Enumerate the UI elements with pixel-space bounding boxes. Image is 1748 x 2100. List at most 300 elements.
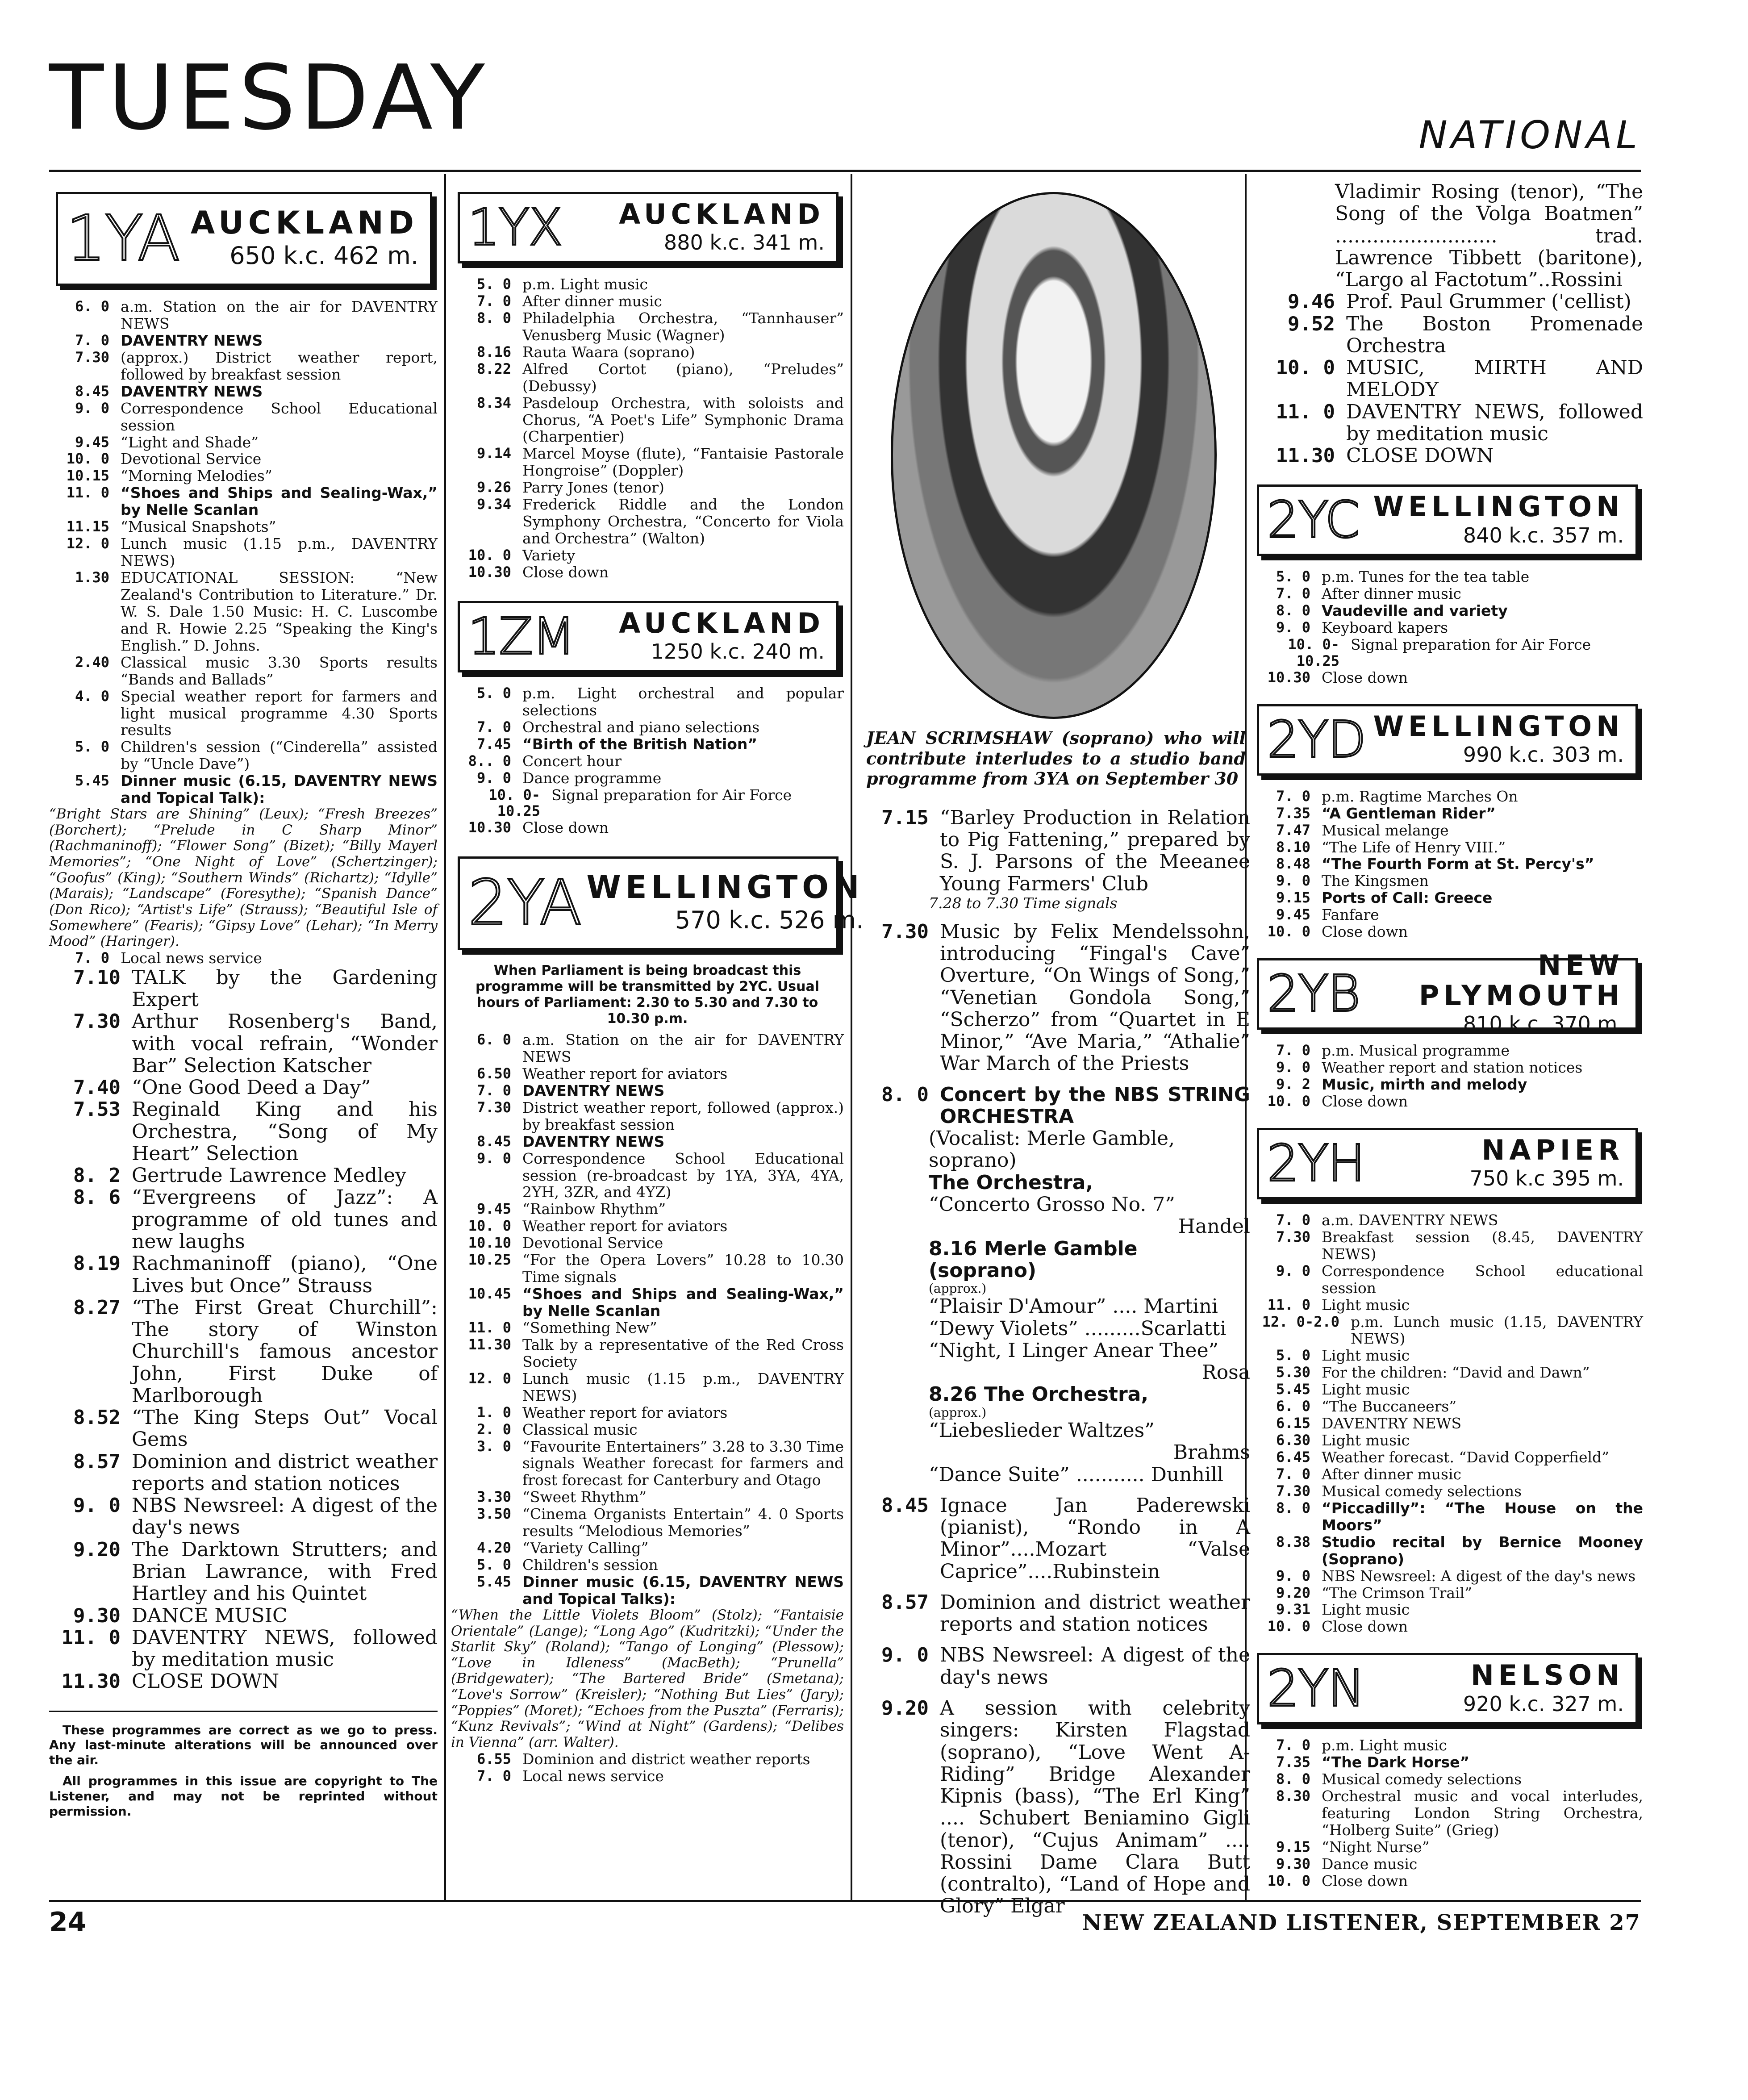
list-item <box>451 753 844 770</box>
programme-text: DAVENTRY NEWS <box>1322 1415 1462 1432</box>
list-item <box>49 535 438 569</box>
list-item <box>451 685 844 719</box>
time: 10. 0 <box>1267 1872 1310 1889</box>
programme-text: p.m. Tunes for the tea table <box>1322 568 1530 586</box>
list-item <box>1250 585 1643 602</box>
station-city: AUCKLAND <box>191 205 418 242</box>
time: 7. 0 <box>476 292 511 309</box>
time: 10.30 <box>468 819 511 836</box>
programme-text: After dinner music <box>522 292 663 310</box>
list-item <box>451 819 844 836</box>
list-item <box>451 719 844 736</box>
programme-text: Pasdeloup Orchestra, with soloists and Chorus, “A Poet's Life” Symphonic Drama (Charpentier) <box>522 394 844 446</box>
programme-text: Close down <box>1322 1618 1408 1636</box>
programme-text: Devotional Service <box>121 450 262 468</box>
time: 7. 0 <box>1276 1465 1310 1482</box>
programme-text: “Rainbow Rhythm” <box>522 1200 666 1218</box>
list-item <box>49 1495 438 1539</box>
time: 10. 0-10.25 <box>1288 636 1339 669</box>
programme-list <box>1250 1212 1643 1635</box>
time: 5.45 <box>476 1573 511 1591</box>
time: 10. 0 <box>468 547 511 564</box>
list-item <box>49 1627 438 1671</box>
programme-text: Dominion and district weather reports and station notices <box>940 1591 1250 1636</box>
time: 7.30 <box>881 920 929 943</box>
time: 8.27 <box>73 1296 121 1319</box>
list-item <box>1250 1771 1643 1788</box>
time: 10. 0 <box>1267 1092 1310 1110</box>
time: 9. 0 <box>1276 1059 1310 1076</box>
programme-text: Musical melange <box>1322 821 1449 839</box>
station-city: WELLINGTON <box>1373 490 1624 523</box>
programme-text: “Shoes and Ships and Sealing-Wax,” by Nelle Scanlan <box>522 1285 844 1320</box>
editorial-notice <box>49 1711 438 1819</box>
time: 7.35 <box>1276 804 1310 822</box>
station-frequency: 570 k.c. 526 m. <box>675 906 864 935</box>
column-rule <box>444 174 446 1902</box>
list-item <box>1250 1263 1643 1297</box>
list-item <box>49 349 438 383</box>
station-frequency: 880 k.c. 341 m. <box>663 230 825 255</box>
programme-text: “Musical Snapshots” <box>121 518 276 536</box>
concert-line: Handel <box>1178 1215 1250 1238</box>
list-item <box>451 1133 844 1150</box>
list-item <box>49 688 438 739</box>
programme-text: “Barley Production in Relation to Pig Fattening,” prepared by S. J. Parsons of the Meeanee Young Farmers' Club <box>940 806 1250 895</box>
list-item <box>451 293 844 310</box>
concert-line: (Vocalist: Merle Gamble, soprano) <box>929 1127 1175 1172</box>
programme-text: “The Buccaneers” <box>1322 1398 1457 1415</box>
list-item <box>451 736 844 753</box>
time: 10.45 <box>468 1285 511 1303</box>
dinner-music-list: “Bright Stars are Shining” (Leux); “Fresh Breezes” (Borchert); “Prelude in C Sharp Minor” (Rachmaninoff); “Flower Song” (Bizet); “Billy Mayerl Memories”; “One Night of Love” (Schertzinger); “Goofus” (King); “Southern Winds” (Richartz); “Idylle” (Marais); “Landscape” (Foresythe); “Spanish Dance” (Don Rico); “Artist's Life” (Strauss); “Beautiful Isle of Somewhere” (Fearis); “Gipsy Love” (Lehar); “In Merry Mood” (Haringer). <box>49 806 438 950</box>
list-item <box>49 950 438 967</box>
programme-text: TALK by the Gardening Expert <box>132 966 438 1011</box>
programme-text: Close down <box>1322 1092 1408 1110</box>
list-item <box>857 921 1250 1075</box>
list-item <box>451 1065 844 1082</box>
footer-rule <box>49 1900 1641 1902</box>
programme-list <box>1250 788 1643 940</box>
station-city: AUCKLAND <box>619 198 825 230</box>
list-item <box>49 1539 438 1605</box>
programme-text: Studio recital by Bernice Mooney (Soprano) <box>1322 1533 1643 1568</box>
station-frequency: 750 k.c 395 m. <box>1469 1166 1624 1191</box>
concert-line: “Plaisir D'Amour” .... Martini <box>929 1295 1218 1318</box>
list-item <box>857 807 1250 895</box>
programme-text: Children's session <box>522 1556 658 1574</box>
programme-text: Prof. Paul Grummer ('cellist) <box>1346 290 1631 313</box>
time: 9. 0 <box>476 769 511 786</box>
list-item <box>49 1670 438 1692</box>
page-number: 24 <box>49 1907 87 1938</box>
time: 8.16 <box>476 343 511 360</box>
time: 7. 0 <box>476 718 511 735</box>
list-item <box>49 1451 438 1495</box>
time: 8. 2 <box>73 1164 121 1187</box>
time: 7.53 <box>73 1098 121 1121</box>
list-item <box>1250 1856 1643 1873</box>
time: 7.47 <box>1276 821 1310 839</box>
list-item <box>451 1489 844 1506</box>
programme-text: “The Crimson Trail” <box>1322 1584 1473 1602</box>
list-item <box>49 967 438 1011</box>
list-item <box>1250 291 1643 313</box>
list-item <box>49 739 438 772</box>
list-item <box>1250 602 1643 619</box>
list-item <box>1250 1534 1643 1568</box>
concert-details <box>857 1127 1250 1486</box>
list-item <box>1250 923 1643 940</box>
concert-line: (approx.) <box>929 1405 987 1420</box>
list-item <box>1250 805 1643 822</box>
time: 12. 0 <box>468 1369 511 1387</box>
list-item <box>1250 1364 1643 1381</box>
programme-text: Breakfast session (8.45, DAVENTRY NEWS) <box>1322 1228 1643 1263</box>
programme-continuation <box>1250 181 1643 467</box>
list-item <box>451 1218 844 1235</box>
list-item <box>451 1438 844 1489</box>
station-box-1zm <box>458 601 839 672</box>
list-item <box>49 400 438 434</box>
programme-text: Gertrude Lawrence Medley <box>132 1164 406 1187</box>
programme-text: “Evergreens of Jazz”: A programme of old tunes and new laughs <box>132 1186 438 1253</box>
concert-line: The Orchestra, <box>929 1171 1093 1194</box>
time: 5. 0 <box>476 684 511 701</box>
list-item <box>1250 1093 1643 1110</box>
list-item <box>1250 1601 1643 1618</box>
programme-text: a.m. Station on the air for DAVENTRY NEWS <box>522 1031 844 1065</box>
programme-text: Children's session (“Cinderella” assisted by “Uncle Dave”) <box>121 738 438 773</box>
programme-text: Classical music <box>522 1420 638 1438</box>
station-frequency: 810 k.c. 370 m. <box>1463 1012 1624 1036</box>
programme-text: “A Gentleman Rider” <box>1322 804 1496 822</box>
time: 7.40 <box>73 1076 121 1099</box>
list-item <box>1250 1839 1643 1856</box>
programme-text: Special weather report for farmers and light musical programme 4.30 Sports results <box>121 687 438 739</box>
list-item <box>1250 1466 1643 1483</box>
programme-text: Correspondence School Educational session (re-broadcast by 1YA, 3YA, 4YA, 2YH, 3ZR, and 4YZ) <box>522 1149 844 1201</box>
time: 8. 0 <box>881 1083 929 1106</box>
list-item <box>1250 568 1643 585</box>
time: 9.30 <box>1276 1855 1310 1872</box>
dinner-music-list: “When the Little Violets Bloom” (Stolz); “Fantaisie Orientale” (Lange); “Long Ago” (Kudritzki); “Under the Starlit Sky” (Roland); “Tango of Longing” (Plessow); “Love in Idleness” (MacBeth); “Prunella” (Bridgewater); “The Bartered Bride” (Smetana); “Love's Sorrow” (Kreisler); “Nothing But Lies” (Jary); “Poppies” (Moret); “Echoes from the Puszta” (Ferraris); “Kunz Revivals”; “Wind at Night” (Gardens); “Delibes in Vienna” (arr. Walter). <box>451 1607 844 1751</box>
programme-text: Frederick Riddle and the London Symphony Orchestra, “Concerto for Viola and Orchestra” (Walton) <box>522 496 844 547</box>
concert-line: “Liebeslieder Waltzes” <box>929 1419 1155 1442</box>
list-item <box>451 1286 844 1319</box>
list-item <box>49 468 438 484</box>
programme-text: Classical music 3.30 Sports results “Bands and Ballads” <box>121 653 438 688</box>
time: 2.40 <box>75 653 109 671</box>
time: 11. 0 <box>468 1319 511 1336</box>
programme-text: For the children: “David and Dawn” <box>1322 1364 1590 1382</box>
programme-text: Dance music <box>1322 1855 1418 1873</box>
station-callsign: 2YA <box>468 867 581 940</box>
list-item <box>49 1098 438 1165</box>
time: 7. 0 <box>75 949 109 966</box>
list-item <box>451 344 844 361</box>
list-item <box>451 445 844 479</box>
time: 11.15 <box>66 518 109 535</box>
notice-text: These programmes are correct as we go to press. Any last-minute alterations will be announced over the air. <box>49 1722 438 1767</box>
column-3 <box>857 179 1250 1917</box>
list-item <box>1250 445 1643 467</box>
programme-text: District weather report, followed (approx.) by breakfast session <box>522 1098 844 1133</box>
time: 6.50 <box>476 1065 511 1082</box>
list-item <box>451 395 844 446</box>
list-item <box>451 1150 844 1201</box>
list-item <box>1250 619 1643 636</box>
time: 10. 0 <box>468 1217 511 1235</box>
time: 8.57 <box>73 1450 121 1473</box>
list-item <box>857 1495 1250 1582</box>
time: 11. 0 <box>66 484 109 501</box>
time: 9.45 <box>1276 906 1310 923</box>
list-item <box>49 518 438 535</box>
time: 5.45 <box>75 772 109 789</box>
programme-list <box>857 807 1250 1917</box>
list-item <box>49 1407 438 1451</box>
time: 5. 0 <box>476 276 511 292</box>
list-item <box>1250 788 1643 805</box>
station-callsign: 2YB <box>1267 965 1360 1023</box>
time: 9. 2 <box>1276 1076 1310 1093</box>
list-item <box>451 1540 844 1557</box>
list-item <box>1250 1449 1643 1466</box>
time: 7.35 <box>1276 1753 1310 1771</box>
time: 6.55 <box>476 1750 511 1767</box>
list-item <box>1250 1483 1643 1500</box>
time: 7. 0 <box>476 1767 511 1784</box>
list-item <box>1250 1347 1643 1364</box>
programme-text: Talk by a representative of the Red Cross Society <box>522 1336 844 1370</box>
programme-text: Rachmaninoff (piano), “One Lives but Once” Strauss <box>132 1252 438 1297</box>
list-item <box>451 1082 844 1099</box>
programme-text: Light music <box>1322 1296 1410 1314</box>
programme-text: Philadelphia Orchestra, “Tannhauser” Venusberg Music (Wagner) <box>522 309 844 344</box>
programme-text: Correspondence School educational session <box>1322 1262 1643 1297</box>
time: 9. 0 <box>1276 1567 1310 1584</box>
time: 5. 0 <box>1276 568 1310 585</box>
time: 1. 0 <box>476 1403 511 1421</box>
list-item <box>451 361 844 395</box>
programme-list <box>451 685 844 836</box>
programme-text: Orchestral music and vocal interludes, featuring London String Orchestra, “Holberg Suite” (Grieg) <box>1322 1787 1643 1839</box>
programme-text: “Favourite Entertainers” 3.28 to 3.30 Time signals Weather forecast for farmers and frost forecast for Canterbury and Otago <box>522 1437 844 1489</box>
list-item <box>49 1010 438 1077</box>
programme-text: Reginald King and his Orchestra, “Song of My Heart” Selection <box>132 1098 438 1165</box>
time: 6.45 <box>1276 1449 1310 1466</box>
time: 8.30 <box>1276 1787 1310 1805</box>
time: 6.30 <box>1276 1432 1310 1449</box>
time: 5. 0 <box>75 738 109 756</box>
list-item <box>1250 401 1643 445</box>
time: 10.15 <box>66 467 109 484</box>
programme-text: “Morning Melodies” <box>121 467 272 485</box>
programme-text: Close down <box>1322 923 1408 941</box>
list-item <box>1250 1585 1643 1602</box>
time: 9.14 <box>476 445 511 462</box>
list-item <box>49 654 438 688</box>
list-item <box>451 1574 844 1607</box>
time: 9. 0 <box>1276 619 1310 636</box>
time: 10.30 <box>468 563 511 580</box>
programme-text: DANCE MUSIC <box>132 1604 288 1627</box>
list-item <box>451 496 844 547</box>
time: 10. 0 <box>1276 356 1335 380</box>
time: 10. 0 <box>1267 1618 1310 1635</box>
time: 9.31 <box>1276 1601 1310 1618</box>
list-item <box>1250 1737 1643 1754</box>
programme-text: CLOSE DOWN <box>1346 444 1494 468</box>
list-item <box>49 1077 438 1098</box>
time: 10. 0 <box>1267 923 1310 940</box>
time: 11. 0 <box>1267 1296 1310 1313</box>
programme-text: The Boston Promenade Orchestra <box>1346 312 1643 357</box>
station-box-2ya <box>458 856 864 950</box>
list-item <box>451 276 844 293</box>
programme-text: Weather report for aviators <box>522 1403 728 1421</box>
time: 5.45 <box>1276 1381 1310 1398</box>
programme-text: After dinner music <box>1322 585 1462 603</box>
programme-text: p.m. Light music <box>522 276 648 293</box>
list-item <box>451 564 844 581</box>
programme-text: Dinner music (6.15, DAVENTRY NEWS and Topical Talks): <box>522 1573 844 1607</box>
list-item <box>1250 1297 1643 1314</box>
programme-text: DAVENTRY NEWS <box>121 382 263 400</box>
time: 7.30 <box>476 1098 511 1116</box>
programme-text: p.m. Light music <box>1322 1737 1447 1754</box>
list-item <box>451 1336 844 1370</box>
programme-text: p.m. Musical programme <box>1322 1042 1510 1060</box>
time: 7. 0 <box>75 331 109 349</box>
copyright-text: All programmes in this issue are copyright to The Listener, and may not be reprinted without permission. <box>49 1774 438 1819</box>
station-box-2yc <box>1257 484 1638 556</box>
programme-text: “One Good Deed a Day” <box>132 1076 371 1099</box>
list-item <box>1250 1568 1643 1585</box>
list-item <box>1250 1415 1643 1432</box>
station-frequency: 990 k.c. 303 m. <box>1463 742 1624 767</box>
column-1yx <box>49 188 438 1825</box>
programme-text: After dinner music <box>1322 1465 1462 1483</box>
programme-text: Lunch music (1.15 p.m., DAVENTRY NEWS) <box>522 1369 844 1404</box>
time: 7. 0 <box>1276 585 1310 602</box>
list-item <box>1250 1754 1643 1771</box>
time: 8. 0 <box>476 309 511 326</box>
list-item <box>451 1235 844 1252</box>
station-city: NEW PLYMOUTH <box>1418 949 1624 1012</box>
column-4 <box>1250 181 1643 1890</box>
parliament-notice: When Parliament is being broadcast this programme will be transmitted by 2YC. Usual hours of Parliament: 2.30 to 5.30 and 7.30 to 10.30 p.m. <box>475 963 820 1027</box>
time: 9.15 <box>1276 889 1310 906</box>
list-item <box>1250 636 1643 669</box>
programme-text: Close down <box>522 819 609 837</box>
list-item <box>1250 1618 1643 1635</box>
programme-text: a.m. DAVENTRY NEWS <box>1322 1211 1498 1229</box>
station-callsign: 1YA <box>66 202 179 275</box>
time: 8. 0 <box>1276 1770 1310 1788</box>
list-item <box>1250 873 1643 889</box>
programme-text: Orchestral and piano selections <box>522 718 760 736</box>
concert-line: 8.16 Merle Gamble (soprano) <box>929 1237 1138 1282</box>
list-item <box>1250 1432 1643 1449</box>
programme-text: Concert hour <box>522 752 622 770</box>
programme-list <box>451 276 844 581</box>
programme-text: Devotional Service <box>522 1234 663 1252</box>
list-item <box>49 383 438 400</box>
concert-line: “Concerto Grosso No. 7” <box>929 1193 1175 1216</box>
programme-text: “Something New” <box>522 1319 657 1336</box>
time: 6. 0 <box>1276 1398 1310 1415</box>
programme-text: Variety <box>522 547 576 564</box>
station-callsign: 2YN <box>1267 1660 1364 1718</box>
programme-text: NBS Newsreel: A digest of the day's news <box>1322 1567 1636 1585</box>
time: 8.52 <box>73 1406 121 1429</box>
programme-text: “Sweet Rhythm” <box>522 1488 647 1506</box>
list-item <box>1250 1212 1643 1229</box>
time: 6. 0 <box>476 1031 511 1048</box>
programme-text: “The Dark Horse” <box>1322 1753 1470 1771</box>
time: 7. 0 <box>476 1081 511 1099</box>
programme-text: Marcel Moyse (flute), “Fantaisie Pastorale Hongroise” (Doppler) <box>522 445 844 480</box>
programme-text: Close down <box>1322 1872 1408 1890</box>
station-city: WELLINGTON <box>586 869 864 906</box>
time-signals-note: 7.28 to 7.30 Time signals <box>929 894 1118 912</box>
list-item <box>451 1252 844 1286</box>
programme-list <box>1250 1042 1643 1110</box>
list-item <box>1250 669 1643 686</box>
programme-text: Music, mirth and melody <box>1322 1076 1527 1094</box>
list-item <box>49 298 438 332</box>
time: 8. 0 <box>1276 1499 1310 1516</box>
programme-text: Light music <box>1322 1347 1410 1365</box>
list-item <box>1250 822 1643 839</box>
time: 11.30 <box>1276 444 1335 468</box>
time: 7.30 <box>1276 1228 1310 1245</box>
list-item <box>49 1165 438 1186</box>
list-item <box>1250 1076 1643 1093</box>
time: 9.20 <box>1276 1584 1310 1601</box>
programme-text: Keyboard kapers <box>1322 619 1448 637</box>
programme-text: Weather report for aviators <box>522 1065 728 1082</box>
programme-list <box>49 298 438 967</box>
time: 7.30 <box>73 1010 121 1033</box>
time: 11. 0 <box>1276 400 1335 423</box>
list-item <box>49 434 438 451</box>
list-item <box>451 547 844 564</box>
time: 9.45 <box>476 1200 511 1218</box>
time: 11. 0 <box>61 1626 121 1649</box>
programme-list <box>1250 1737 1643 1889</box>
programme-text: Signal preparation for Air Force <box>1351 636 1591 654</box>
list-item <box>451 479 844 496</box>
time: 3. 0 <box>476 1437 511 1455</box>
station-city: AUCKLAND <box>619 606 825 639</box>
list-item <box>451 1201 844 1218</box>
programme-text: “Birth of the British Nation” <box>522 735 758 753</box>
programme-text: Dominion and district weather reports and station notices <box>132 1450 438 1495</box>
programme-text: Light music <box>1322 1381 1410 1399</box>
programme-text: Music by Felix Mendelssohn, introducing “Fingal's Cave” Overture, “On Wings of Song,” “Venetian Gondola Song,” “Scherzo” from “Quartet in E Minor,” “Ave Maria,” “Athalie” War March of the Priests <box>940 920 1250 1075</box>
time: 10.10 <box>468 1234 511 1252</box>
programme-text: Local news service <box>121 949 262 967</box>
station-box-1yx <box>458 192 839 263</box>
time: 8. 0 <box>1276 602 1310 619</box>
time: 12. 0 <box>66 535 109 552</box>
list-item <box>857 1644 1250 1688</box>
list-item <box>49 1186 438 1252</box>
photo-caption: JEAN SCRIMSHAW (soprano) who will contribute interludes to a studio band programme from 3YA on September 30 <box>866 728 1246 789</box>
